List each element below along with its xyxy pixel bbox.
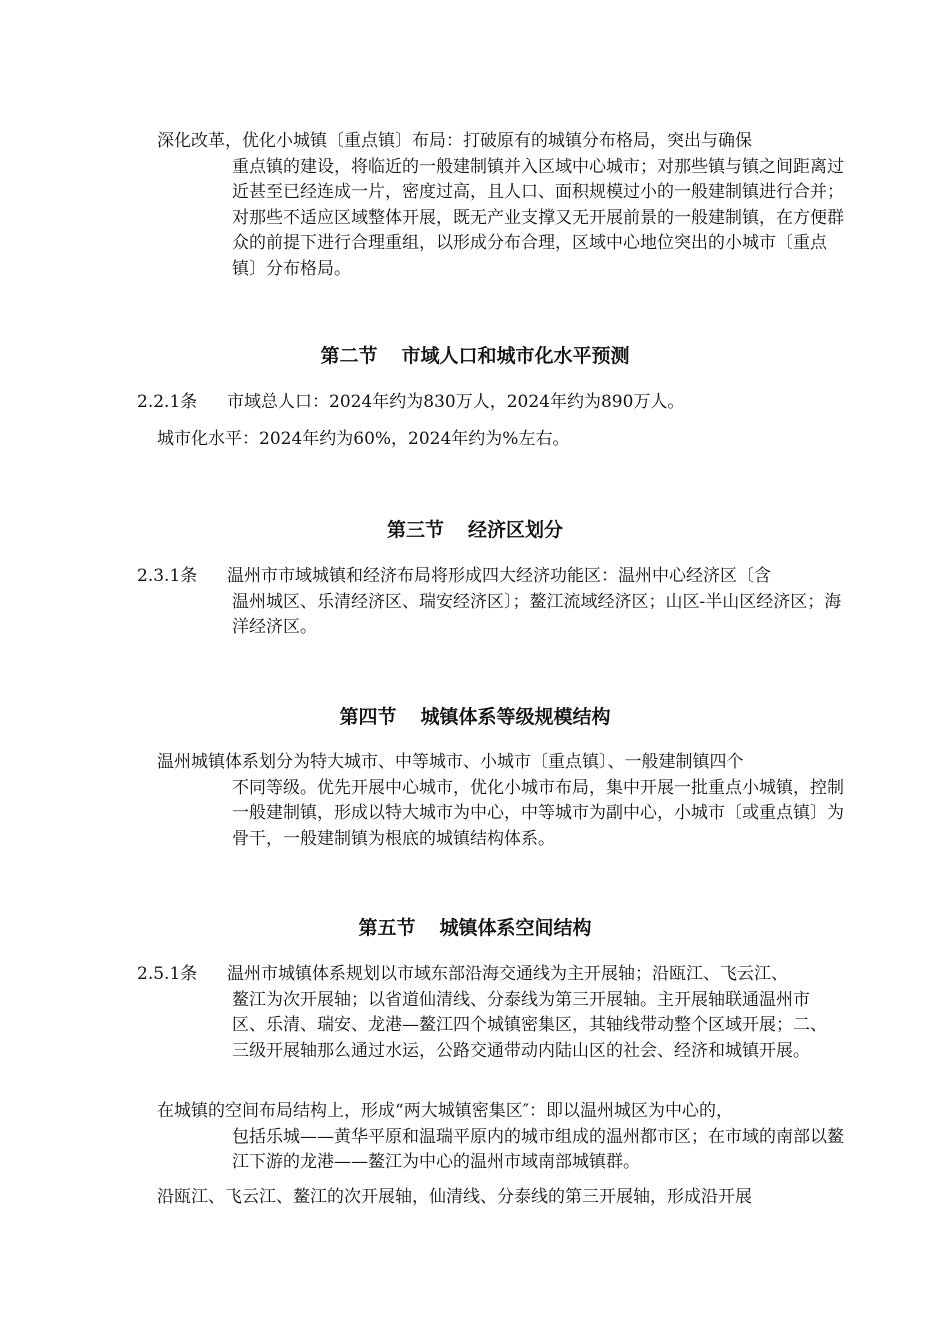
clause-2-5-1 [137, 962, 852, 1064]
paragraph-axes [157, 1185, 847, 1211]
clause-number: 2.5.1条 [137, 964, 198, 984]
paragraph-first-line: 深化改革，优化小城镇〔重点镇〕布局：打破原有的城镇分布格局，突出与确保 [157, 131, 752, 151]
section-title: 经济区划分 [468, 519, 564, 541]
section-title: 城镇体系等级规模结构 [420, 706, 611, 728]
paragraph-continuation: 不同等级。优先开展中心城市，优化小城市布局，集中开展一批重点小城镇，控制一般建制镇，形成以特大城市为中心，中等城市为副中心，小城市〔或重点镇〕为骨干，一般建制镇为根底的城镇结构体系。 [232, 777, 844, 849]
paragraph-text: 城市化水平：2024年约为60%，2024年约为%左右。 [157, 429, 570, 449]
section-number: 第四节 [339, 706, 397, 728]
paragraph-first-line: 沿瓯江、飞云江、鳌江的次开展轴，仙清线、分泰线的第三开展轴，形成沿开展 [157, 1187, 752, 1207]
clause-text: 市域总人口：2024年约为830万人，2024年约为890万人。 [227, 392, 685, 412]
clause-2-2-1 [137, 390, 857, 416]
paragraph-dense-areas [157, 1099, 847, 1176]
clause-continuation: 鳌江为次开展轴；以省道仙清线、分泰线为第三开展轴。主开展轴联通温州市区、乐清、瑞安、龙港—鳌江四个城镇密集区，其轴线带动整个区域开展；二、三级开展轴那么通过水运，公路交通带动内陆山区的社会、经济和城镇开展。 [232, 989, 827, 1061]
clause-continuation: 温州城区、乐清经济区、瑞安经济区〕；鳌江流域经济区；山区-半山区经济区；海洋经济区。 [232, 591, 842, 638]
paragraph-first-line: 温州城镇体系划分为特大城市、中等城市、小城市〔重点镇〕、一般建制镇四个 [157, 752, 744, 772]
paragraph-continuation: 包括乐城——黄华平原和温瑞平原内的城市组成的温州都市区；在市域的南部以鳌江下游的龙港——鳌江为中心的温州市域南部城镇群。 [232, 1126, 844, 1173]
clause-number: 2.2.1条 [137, 392, 198, 412]
paragraph-town-layout [157, 129, 847, 283]
paragraph-hierarchy [157, 750, 847, 852]
clause-2-3-1 [137, 564, 847, 641]
section-number: 第三节 [386, 519, 444, 541]
paragraph-urbanization [157, 427, 847, 453]
section-heading-5 [0, 913, 950, 940]
section-heading-3 [0, 515, 950, 542]
section-heading-2 [0, 341, 950, 368]
paragraph-continuation: 重点镇的建设，将临近的一般建制镇并入区域中心城市；对那些镇与镇之间距离过近甚至已经连成一片，密度过高，且人口、面积规模过小的一般建制镇进行合并；对那些不适应区域整体开展，既无产业支撑又无开展前景的一般建制镇，在方便群众的前提下进行合理重组，以形成分布合理，区域中心地位突出的小城市〔重点镇〕分布格局。 [232, 156, 844, 279]
section-number: 第五节 [358, 917, 416, 939]
section-title: 城镇体系空间结构 [439, 917, 592, 939]
section-heading-4 [0, 702, 950, 729]
section-title: 市域人口和城市化水平预测 [401, 345, 630, 367]
clause-first-line: 温州市城镇体系规划以市域东部沿海交通线为主开展轴；沿瓯江、飞云江、 [227, 964, 788, 984]
clause-number: 2.3.1条 [137, 566, 198, 586]
paragraph-first-line: 在城镇的空间布局结构上，形成“两大城镇密集区″：即以温州城区为中心的， [157, 1101, 734, 1121]
section-number: 第二节 [320, 345, 378, 367]
clause-first-line: 温州市市域城镇和经济布局将形成四大经济功能区：温州中心经济区〔含 [227, 566, 771, 586]
